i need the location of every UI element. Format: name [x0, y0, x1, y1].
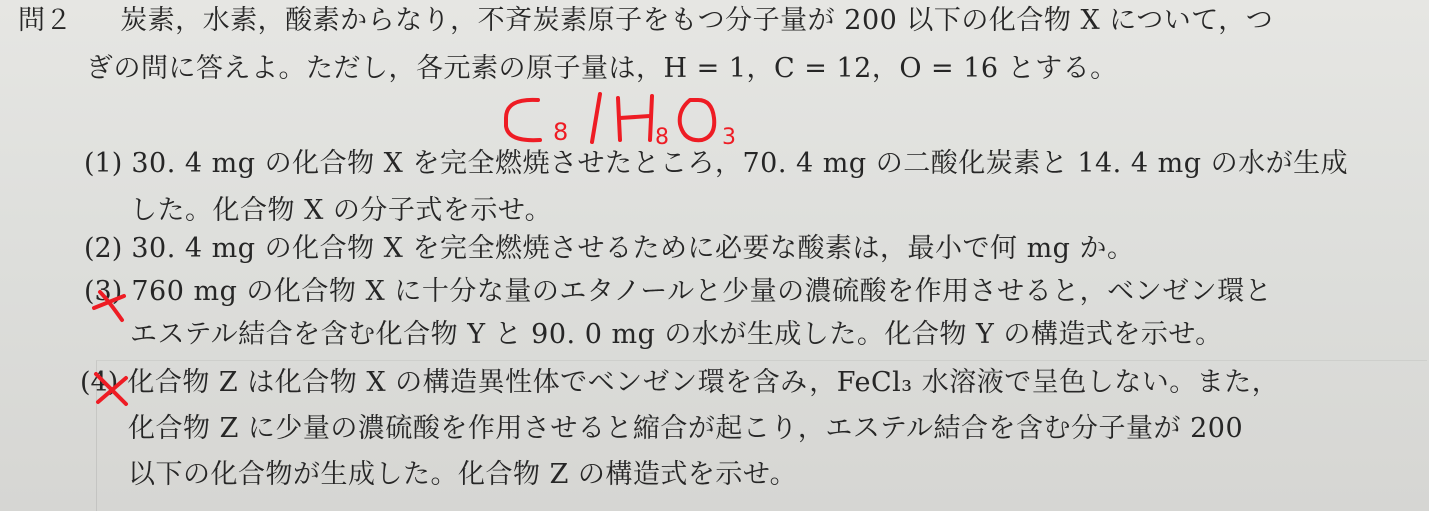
question-3-line-1: [84, 275, 1272, 309]
question-1-text-2: した。化合物 X の分子式を示せ。: [130, 195, 553, 226]
problem-number: 問２: [18, 5, 72, 36]
question-4-text-1: 化合物 Z は化合物 X の構造異性体でベンゼン環を含み，FeCl₃ 水溶液で呈色しない。また，: [127, 367, 1280, 398]
handwritten-slash: [592, 94, 600, 142]
question-2-line-1: [84, 232, 1135, 266]
handwritten-H-subscript: 8: [655, 125, 669, 150]
question-3-text-1: 760 mg の化合物 X に十分な量のエタノールと少量の濃硫酸を作用させると，ベンゼン環と: [131, 276, 1273, 307]
handwritten-formula: [506, 94, 736, 150]
problem-intro-text-2: ぎの問に答えよ。ただし，各元素の原子量は，H = 1，C = 12，O = 16 とする。: [86, 53, 1118, 84]
question-1-label: (1): [84, 148, 123, 179]
question-4-text-2: 化合物 Z に少量の濃硫酸を作用させると縮合が起こり，エステル結合を含む分子量が 200: [128, 413, 1244, 444]
question-1-line-1: [84, 147, 1348, 181]
handwritten-C: [506, 100, 540, 140]
question-3-label: (3): [84, 276, 123, 307]
handwritten-O: [680, 100, 715, 140]
handwritten-O-subscript: 3: [722, 125, 736, 150]
handwritten-H: [618, 96, 652, 140]
handwritten-C-subscript: 8: [553, 118, 569, 146]
question-3-text-2: エステル結合を含む化合物 Y と 90. 0 mg の水が生成した。化合物 Y の構造式を示せ。: [130, 319, 1223, 350]
question-4-label: (4): [80, 367, 119, 398]
problem-line-1: [18, 4, 1273, 38]
question-4-line-1: [80, 366, 1279, 400]
question-2-text-1: 30. 4 mg の化合物 X を完全燃焼させるために必要な酸素は，最小で何 mg か。: [131, 233, 1135, 264]
question-2-label: (2): [84, 233, 123, 264]
problem-intro-text-1: 炭素，水素，酸素からなり，不斉炭素原子をもつ分子量が 200 以下の化合物 X について，つ: [120, 5, 1274, 36]
question-1-text-1: 30. 4 mg の化合物 X を完全燃焼させたところ，70. 4 mg の二酸化炭素と 14. 4 mg の水が生成: [131, 148, 1349, 179]
question-4-text-3: 以下の化合物が生成した。化合物 Z の構造式を示せ。: [128, 459, 798, 490]
